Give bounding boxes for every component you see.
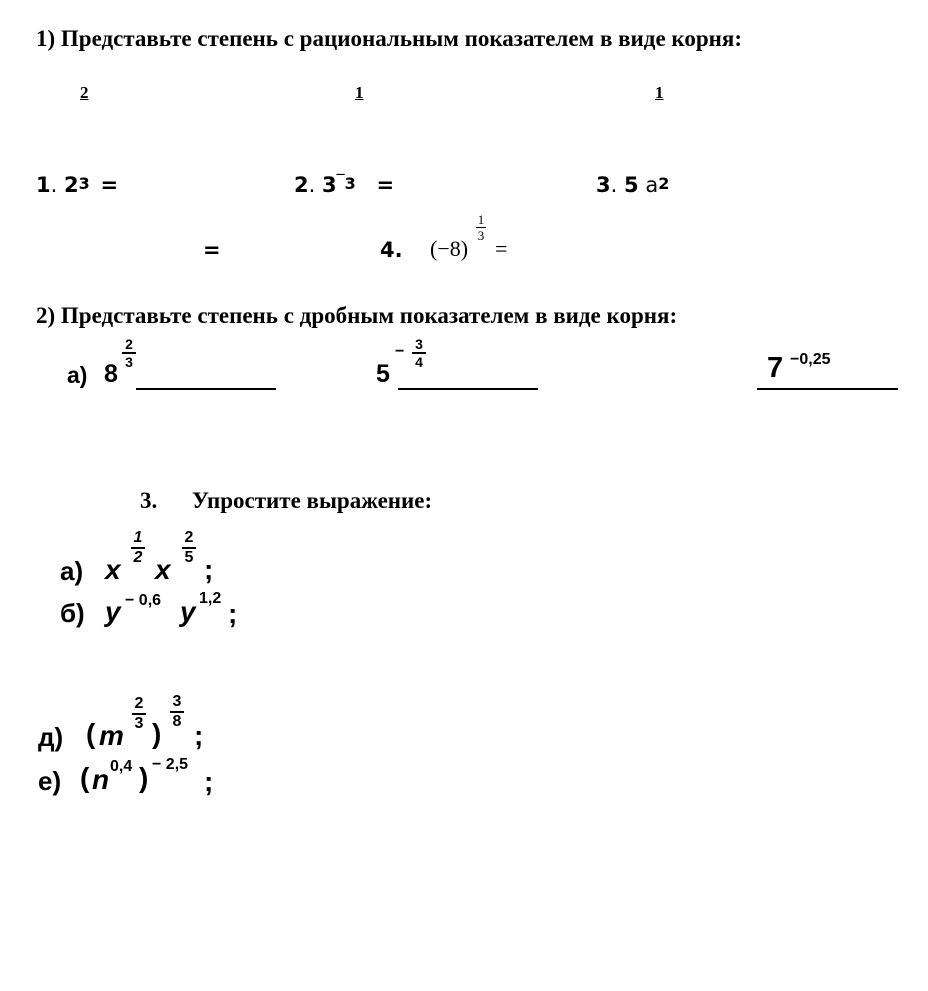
- task3-heading: Упростите выражение:: [192, 488, 433, 513]
- item3-exponent: 2: [658, 174, 670, 193]
- task3-a-var2: x: [155, 554, 171, 585]
- task3-d-semicolon: ;: [194, 720, 204, 751]
- task3-a-exp1: [131, 530, 145, 566]
- task2-b-answer-line[interactable]: [398, 388, 538, 390]
- task3-e-var: n: [92, 764, 110, 795]
- task3-d-exp1-numerator: 2: [134, 695, 144, 712]
- task3-a-var1: x: [105, 554, 121, 585]
- task2-b-exponent: [412, 337, 426, 369]
- item4-fraction-exponent: [476, 213, 486, 242]
- task1-item-3: [596, 173, 669, 197]
- task3-a-exp2: [182, 530, 196, 566]
- task3-b-label: б): [60, 598, 85, 628]
- task3-a-exp1-denominator: 2: [133, 549, 143, 566]
- task2-a-label: а): [67, 362, 88, 388]
- task3-e-semicolon: ;: [204, 766, 214, 797]
- task2-heading: 2) Представьте степень с дробным показателем в виде корня:: [36, 303, 678, 328]
- task3-d-exp2-numerator: 3: [172, 693, 182, 710]
- task3-e-exp2: − 2,5: [152, 756, 189, 773]
- task3-a-exp2-denominator: 5: [184, 549, 194, 566]
- item1-base: 2: [64, 173, 79, 197]
- item3-variable: a: [645, 173, 659, 197]
- item2-base: 3: [322, 173, 337, 197]
- task3-a-exp1-numerator: 1: [133, 529, 143, 546]
- task1-item-2: [294, 173, 394, 197]
- task3-d-exp1-denominator: 3: [134, 715, 144, 732]
- task3-d-exp2: [170, 694, 184, 730]
- task3-b-exp2: 1,2: [199, 590, 222, 607]
- task3-d-close-paren: ): [152, 718, 162, 749]
- item1-dot: .: [50, 173, 58, 197]
- task1-heading: 1) Представьте степень с рациональным показателем в виде корня:: [36, 26, 742, 51]
- task3-b-var1: y: [105, 596, 121, 627]
- task3-a-label: а): [60, 556, 84, 586]
- item2-dot: .: [308, 173, 316, 197]
- task3-d-exp2-denominator: 8: [172, 713, 182, 730]
- task3-d-var: m: [99, 720, 124, 751]
- task2-b-base: 5: [376, 360, 390, 388]
- item1-equals: =: [100, 173, 119, 197]
- task3-e-open-paren: (: [80, 762, 90, 793]
- task2-a-numerator: 2: [125, 336, 133, 352]
- item2-number: 2: [294, 173, 309, 197]
- lone-equals: =: [203, 238, 221, 262]
- task3-b-exp1: − 0,6: [125, 592, 162, 609]
- task2-a-answer-line[interactable]: [136, 388, 276, 390]
- task3-d-open-paren: (: [86, 718, 96, 749]
- item4-number: 4.: [380, 238, 403, 262]
- task3-b-semicolon: ;: [228, 598, 238, 629]
- item3-number: 3: [596, 173, 611, 197]
- task3-e-exp1: 0,4: [110, 758, 133, 775]
- task2-a-base: 8: [104, 360, 118, 388]
- task3-d-exp1: [132, 696, 146, 732]
- item3-coefficient: 5: [624, 173, 639, 197]
- task2-a-exponent: [122, 337, 136, 369]
- task2-a-denominator: 3: [125, 354, 133, 370]
- task2-c-exponent: −0,25: [790, 351, 831, 368]
- task3-a-exp2-numerator: 2: [184, 529, 194, 546]
- task3-a-semicolon: ;: [204, 554, 214, 585]
- task3-d-label: д): [38, 722, 64, 752]
- top-number-1: 2: [80, 83, 89, 102]
- item1-exponent: 3: [78, 174, 90, 193]
- task3-e-label: е): [38, 766, 62, 796]
- item1-number: 1: [36, 173, 51, 197]
- item3-dot: .: [610, 173, 618, 197]
- task3-b-var2: y: [180, 596, 196, 627]
- task2-b-denominator: 4: [415, 354, 423, 370]
- task2-c-answer-line[interactable]: [757, 388, 898, 390]
- top-number-2: 1: [355, 83, 364, 102]
- item2-exponent: 3: [344, 174, 356, 193]
- task1-item-1: [36, 173, 118, 197]
- item2-minus: ‾: [336, 171, 345, 190]
- task2-c-base: 7: [767, 352, 784, 384]
- item4-fraction-denominator: 3: [477, 228, 485, 243]
- task3-e-close-paren: ): [139, 762, 149, 793]
- task3-number: 3.: [140, 488, 158, 513]
- item4-fraction-numerator: 1: [477, 212, 485, 227]
- top-number-3: 1: [655, 83, 664, 102]
- item2-equals: =: [376, 173, 395, 197]
- task2-b-numerator: 3: [415, 336, 423, 352]
- item4-equals: =: [495, 236, 508, 261]
- item4-base: (−8): [430, 236, 469, 261]
- task2-b-sign: −: [395, 343, 405, 360]
